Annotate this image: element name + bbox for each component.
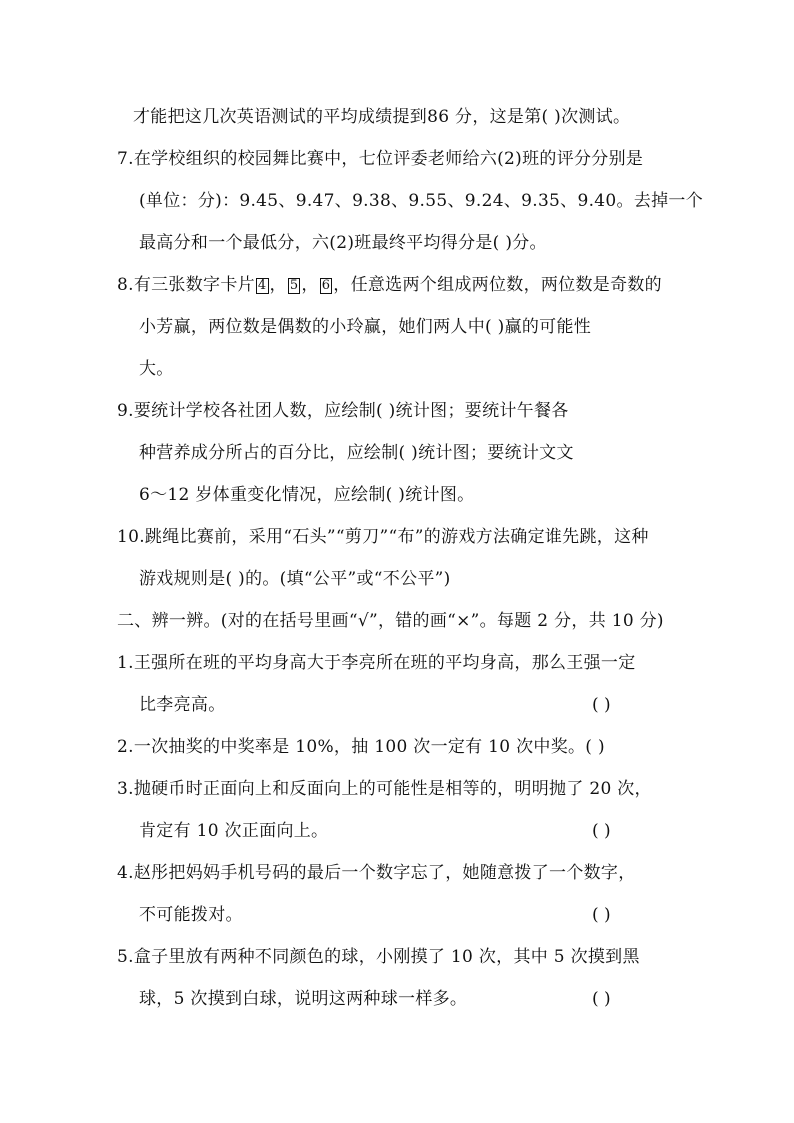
q7-line-2: (单位：分)：9.45、9.47、9.38、9.55、9.24、9.35、9.40。去掉一个 — [139, 191, 704, 211]
tf-q3-line-2: 肯定有 10 次正面向上。 — [139, 821, 329, 841]
q8-line-3: 大。 — [139, 359, 174, 379]
tf-q5-answer-paren[interactable]: ( ) — [592, 989, 611, 1009]
number-card-5: 5 — [289, 278, 299, 293]
q6-continuation: 才能把这几次英语测试的平均成绩提到86 分，这是第( )次测试。 — [133, 107, 631, 127]
number-card-4: 4 — [257, 278, 267, 293]
tf-q4-answer-paren[interactable]: ( ) — [592, 905, 611, 925]
section-2-heading: 二、辨一辨。(对的在括号里画“√”，错的画“×”。每题 2 分，共 10 分) — [117, 611, 664, 631]
tf-q3-answer-paren[interactable]: ( ) — [592, 821, 611, 841]
q9-line-3: 6～12 岁体重变化情况，应绘制( )统计图。 — [139, 485, 475, 505]
q8-line-2: 小芳赢，两位数是偶数的小玲赢，她们两人中( )赢的可能性 — [139, 317, 592, 337]
q8-line-1 — [117, 274, 662, 296]
tf-q4-line-1: 4.赵彤把妈妈手机号码的最后一个数字忘了，她随意拨了一个数字， — [117, 863, 636, 883]
q9-line-2: 种营养成分所占的百分比，应绘制( )统计图；要统计文文 — [139, 443, 574, 463]
q8-intro: 8.有三张数字卡片 — [117, 275, 255, 295]
tf-q3-line-1: 3.抛硬币时正面向上和反面向上的可能性是相等的，明明抛了 20 次， — [117, 779, 652, 799]
q7-line-1: 7.在学校组织的校园舞比赛中，七位评委老师给六(2)班的评分分别是 — [117, 149, 644, 169]
card-separator: ， — [269, 275, 287, 295]
tf-q5-line-2: 球，5 次摸到白球，说明这两种球一样多。 — [139, 989, 468, 1009]
tf-q1-answer-paren[interactable]: ( ) — [592, 695, 611, 715]
q9-line-1: 9.要统计学校各社团人数，应绘制( )统计图；要统计午餐各 — [117, 401, 569, 421]
card-separator: ， — [301, 275, 319, 295]
q7-line-3: 最高分和一个最低分，六(2)班最终平均得分是( )分。 — [139, 233, 547, 253]
q8-rest: ，任意选两个组成两位数，两位数是奇数的 — [333, 275, 662, 295]
q10-line-1: 10.跳绳比赛前，采用“石头”“剪刀”“布”的游戏方法确定谁先跳，这种 — [117, 527, 649, 547]
tf-q4-line-2: 不可能拨对。 — [139, 905, 243, 925]
tf-q1-line-1: 1.王强所在班的平均身高大于李亮所在班的平均身高，那么王强一定 — [117, 653, 636, 673]
q10-line-2: 游戏规则是( )的。(填“公平”或“不公平”) — [139, 569, 451, 589]
tf-q5-line-1: 5.盒子里放有两种不同颜色的球，小刚摸了 10 次，其中 5 次摸到黑 — [117, 947, 640, 967]
number-card-6: 6 — [321, 278, 331, 293]
tf-q2-line: 2.一次抽奖的中奖率是 10%，抽 100 次一定有 10 次中奖。( ) — [117, 737, 605, 757]
tf-q1-line-2: 比李亮高。 — [139, 695, 226, 715]
